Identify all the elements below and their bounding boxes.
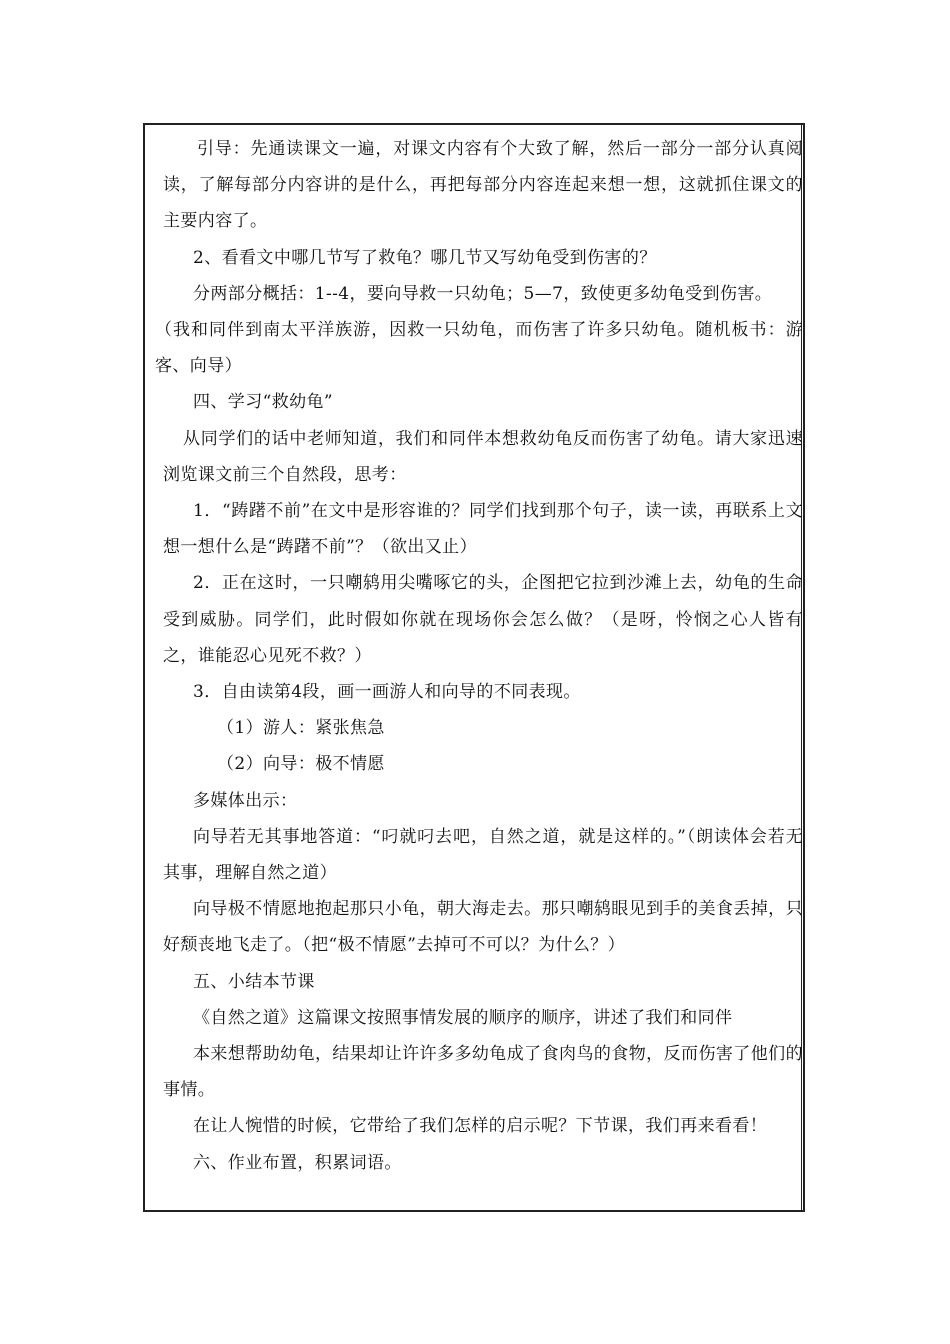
- paragraph-item-1: 1．“踌躇不前”在文中是形容谁的？同学们找到那个句子，读一读，再联系上文想一想什么是“踌躇不前”？（欲出又止）: [163, 501, 803, 558]
- paragraph-intro-4: 从同学们的话中老师知道，我们和同伴本想救幼龟反而伤害了幼龟。请大家迅速浏览课文前三个自然段，思考：: [163, 428, 803, 485]
- paragraph-summary-2: 本来想帮助幼龟，结果却让许许多多幼龟成了食肉鸟的食物，反而伤害了他们的事情。: [163, 1044, 803, 1101]
- paragraph-item-3: 3．自由读第4段，画一画游人和向导的不同表现。: [193, 682, 581, 703]
- paragraph-item-2: 2．正在这时，一只嘲鸫用尖嘴啄它的头，企图把它拉到沙滩上去，幼龟的生命受到威胁。同学们，此时假如你就在现场你会怎么做？（是呀，怜悯之心人皆有之，谁能忍心见死不救？）: [163, 573, 803, 666]
- paragraph-board-note: （我和同伴到南太平洋族游，因救一只幼龟，而伤害了许多只幼龟。随机板书：游客、向导）: [155, 320, 803, 377]
- paragraph-summary-1: 《自然之道》这篇课文按照事情发展的顺序的顺序，讲述了我们和同伴: [193, 1007, 733, 1028]
- section-heading-5: 五、小结本节课: [193, 971, 315, 992]
- section-heading-4: 四、学习“救幼龟”: [193, 392, 333, 413]
- paragraph-guide-role: （2）向导：极不情愿: [217, 754, 385, 775]
- paragraph-guide: 引导：先通读课文一遍，对课文内容有个大致了解，然后一部分一部分认真阅读，了解每部分内容讲的是什么，再把每部分内容连起来想一想，这就抓住课文的主要内容了。: [163, 139, 803, 232]
- paragraph-quote-2: 向导极不情愿地抱起那只小龟，朝大海走去。那只嘲鸫眼见到手的美食丢掉，只好颓丧地飞走了。（把“极不情愿”去掉可不可以？为什么？）: [163, 899, 803, 956]
- paragraph-question-2: 2、看看文中哪几节写了救龟？哪几节又写幼龟受到伤害的？: [193, 247, 657, 268]
- paragraph-quote-1: 向导若无其事地答道：“叼就叼去吧，自然之道，就是这样的。”（朗读体会若无其事，理解自然之道）: [163, 826, 803, 884]
- paragraph-summary-parts: 分两部分概括：1--4，要向导救一只幼龟；5—7，致使更多幼龟受到伤害。: [193, 283, 773, 304]
- paragraph-reflection: 在让人惋惜的时候，它带给了我们怎样的启示呢？下节课，我们再来看看！: [193, 1116, 768, 1137]
- paragraph-tourist: （1）游人：紧张焦急: [217, 718, 385, 739]
- section-heading-6: 六、作业布置，积累词语。: [193, 1152, 402, 1173]
- lesson-content: [155, 131, 803, 1181]
- paragraph-multimedia: 多媒体出示：: [193, 790, 298, 811]
